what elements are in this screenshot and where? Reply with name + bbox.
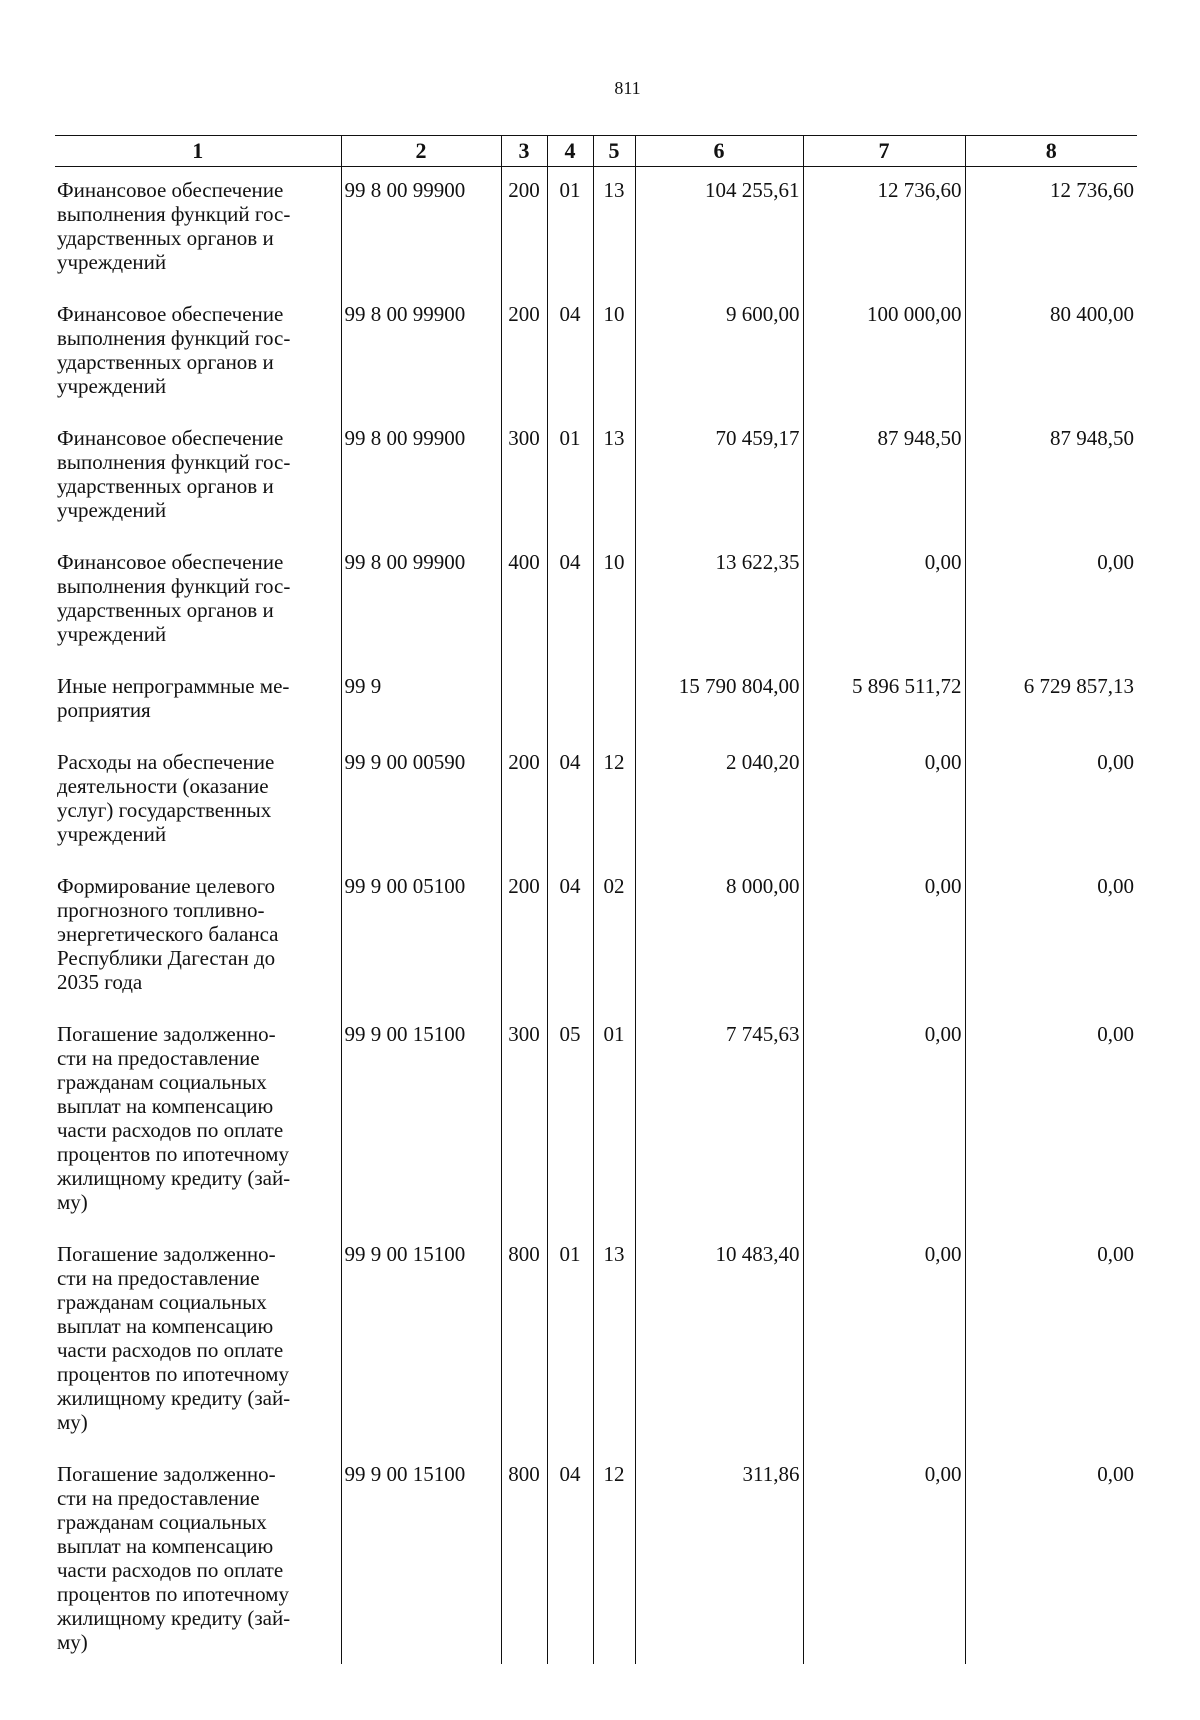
row-name-line: жилищному кредиту (зай- xyxy=(57,1606,291,1630)
row-name-line: учреждений xyxy=(57,498,167,522)
row-col6-amount: 104 255,61 xyxy=(635,167,803,292)
row-col3: 200 xyxy=(501,863,547,1011)
row-name-line: учреждений xyxy=(57,250,167,274)
row-name-line: ударственных органов и xyxy=(57,474,274,498)
row-col4: 04 xyxy=(547,539,593,663)
row-name-line: ударственных органов и xyxy=(57,598,274,622)
row-name-line: выполнения функций гос- xyxy=(57,326,291,350)
row-name-line: деятельности (оказание xyxy=(57,774,269,798)
row-code: 99 8 00 99900 xyxy=(341,291,501,415)
row-col5: 10 xyxy=(593,539,635,663)
row-col6-amount: 8 000,00 xyxy=(635,863,803,1011)
row-col7-amount: 0,00 xyxy=(803,1011,965,1231)
row-name-line: Иные непрограммные ме- xyxy=(57,674,290,698)
table-row xyxy=(55,1451,1137,1664)
column-header: 3 xyxy=(501,136,547,167)
row-col6-amount: 15 790 804,00 xyxy=(635,663,803,739)
table-row xyxy=(55,415,1137,539)
row-col3: 200 xyxy=(501,291,547,415)
row-col4: 04 xyxy=(547,739,593,863)
row-name xyxy=(55,291,341,415)
row-name-line: гражданам социальных xyxy=(57,1290,267,1314)
row-name-line: гражданам социальных xyxy=(57,1510,267,1534)
column-header: 4 xyxy=(547,136,593,167)
row-name-line: Формирование целевого xyxy=(57,874,276,898)
row-code: 99 9 00 15100 xyxy=(341,1011,501,1231)
row-name-line: ударственных органов и xyxy=(57,226,274,250)
row-name-line: Финансовое обеспечение xyxy=(57,178,284,202)
row-col5: 13 xyxy=(593,415,635,539)
row-col8-amount: 0,00 xyxy=(965,1231,1137,1451)
row-col3: 400 xyxy=(501,539,547,663)
row-col6-amount: 9 600,00 xyxy=(635,291,803,415)
row-name-line: выполнения функций гос- xyxy=(57,574,291,598)
row-col7-amount: 100 000,00 xyxy=(803,291,965,415)
row-name-line: гражданам социальных xyxy=(57,1070,267,1094)
row-name xyxy=(55,539,341,663)
row-col4: 01 xyxy=(547,415,593,539)
row-code: 99 9 xyxy=(341,663,501,739)
row-col6-amount: 70 459,17 xyxy=(635,415,803,539)
row-col8-amount: 12 736,60 xyxy=(965,167,1137,292)
row-name xyxy=(55,863,341,1011)
row-name xyxy=(55,1451,341,1664)
row-name xyxy=(55,1011,341,1231)
row-col4: 01 xyxy=(547,167,593,292)
row-code: 99 8 00 99900 xyxy=(341,167,501,292)
row-col3: 300 xyxy=(501,415,547,539)
row-name-line: сти на предоставление xyxy=(57,1046,260,1070)
row-name xyxy=(55,415,341,539)
row-code: 99 9 00 15100 xyxy=(341,1231,501,1451)
row-col8-amount: 80 400,00 xyxy=(965,291,1137,415)
row-col5: 12 xyxy=(593,1451,635,1664)
row-col3: 800 xyxy=(501,1231,547,1451)
row-col7-amount: 0,00 xyxy=(803,739,965,863)
row-col8-amount: 6 729 857,13 xyxy=(965,663,1137,739)
row-col7-amount: 5 896 511,72 xyxy=(803,663,965,739)
row-col6-amount: 7 745,63 xyxy=(635,1011,803,1231)
row-name-line: учреждений xyxy=(57,374,167,398)
row-name xyxy=(55,663,341,739)
budget-table xyxy=(55,135,1137,1664)
row-name-line: части расходов по оплате xyxy=(57,1338,284,1362)
row-name-line: роприятия xyxy=(57,698,151,722)
row-code: 99 9 00 05100 xyxy=(341,863,501,1011)
row-col7-amount: 0,00 xyxy=(803,1451,965,1664)
row-name xyxy=(55,739,341,863)
row-name-line: выплат на компенсацию xyxy=(57,1314,274,1338)
row-name-line: услуг) государственных xyxy=(57,798,272,822)
row-name-line: Расходы на обеспечение xyxy=(57,750,275,774)
row-name-line: выплат на компенсацию xyxy=(57,1534,274,1558)
row-col6-amount: 311,86 xyxy=(635,1451,803,1664)
column-header: 2 xyxy=(341,136,501,167)
row-name xyxy=(55,167,341,292)
row-col3: 200 xyxy=(501,167,547,292)
row-col4: 04 xyxy=(547,1451,593,1664)
row-col4 xyxy=(547,663,593,739)
row-col5 xyxy=(593,663,635,739)
table-row xyxy=(55,1011,1137,1231)
row-col6-amount: 10 483,40 xyxy=(635,1231,803,1451)
column-header: 6 xyxy=(635,136,803,167)
row-col3: 200 xyxy=(501,739,547,863)
row-code: 99 8 00 99900 xyxy=(341,415,501,539)
row-name-line: учреждений xyxy=(57,822,167,846)
row-col4: 01 xyxy=(547,1231,593,1451)
column-header: 1 xyxy=(55,136,341,167)
column-header: 5 xyxy=(593,136,635,167)
row-name-line: Республики Дагестан до xyxy=(57,946,276,970)
row-name-line: Финансовое обеспечение xyxy=(57,302,284,326)
row-name-line: части расходов по оплате xyxy=(57,1558,284,1582)
row-col8-amount: 0,00 xyxy=(965,1451,1137,1664)
row-code: 99 9 00 00590 xyxy=(341,739,501,863)
row-name-line: Погашение задолженно- xyxy=(57,1462,276,1486)
row-col5: 10 xyxy=(593,291,635,415)
row-col7-amount: 12 736,60 xyxy=(803,167,965,292)
row-col7-amount: 0,00 xyxy=(803,539,965,663)
row-name-line: Финансовое обеспечение xyxy=(57,426,284,450)
row-col4: 04 xyxy=(547,863,593,1011)
row-col8-amount: 87 948,50 xyxy=(965,415,1137,539)
table-row xyxy=(55,291,1137,415)
row-name-line: выполнения функций гос- xyxy=(57,450,291,474)
row-col5: 02 xyxy=(593,863,635,1011)
table-row xyxy=(55,167,1137,292)
row-col7-amount: 0,00 xyxy=(803,1231,965,1451)
row-name-line: сти на предоставление xyxy=(57,1486,260,1510)
row-col7-amount: 0,00 xyxy=(803,863,965,1011)
row-name-line: му) xyxy=(57,1410,88,1434)
row-col8-amount: 0,00 xyxy=(965,1011,1137,1231)
row-name-line: жилищному кредиту (зай- xyxy=(57,1166,291,1190)
table-row xyxy=(55,863,1137,1011)
table-row xyxy=(55,539,1137,663)
row-col5: 01 xyxy=(593,1011,635,1231)
row-col8-amount: 0,00 xyxy=(965,863,1137,1011)
row-name-line: жилищному кредиту (зай- xyxy=(57,1386,291,1410)
row-col4: 04 xyxy=(547,291,593,415)
row-col8-amount: 0,00 xyxy=(965,539,1137,663)
row-col6-amount: 13 622,35 xyxy=(635,539,803,663)
row-name-line: Погашение задолженно- xyxy=(57,1242,276,1266)
row-name-line: Погашение задолженно- xyxy=(57,1022,276,1046)
row-name-line: Финансовое обеспечение xyxy=(57,550,284,574)
column-header: 8 xyxy=(965,136,1137,167)
row-name-line: ударственных органов и xyxy=(57,350,274,374)
row-code: 99 8 00 99900 xyxy=(341,539,501,663)
row-col5: 13 xyxy=(593,167,635,292)
row-name-line: му) xyxy=(57,1630,88,1654)
row-name-line: му) xyxy=(57,1190,88,1214)
row-name-line: 2035 года xyxy=(57,970,143,994)
row-col3 xyxy=(501,663,547,739)
row-name-line: процентов по ипотечному xyxy=(57,1362,289,1386)
row-name-line: выплат на компенсацию xyxy=(57,1094,274,1118)
row-col7-amount: 87 948,50 xyxy=(803,415,965,539)
row-name-line: выполнения функций гос- xyxy=(57,202,291,226)
table-row xyxy=(55,739,1137,863)
row-name-line: процентов по ипотечному xyxy=(57,1142,289,1166)
row-name-line: части расходов по оплате xyxy=(57,1118,284,1142)
row-name xyxy=(55,1231,341,1451)
row-code: 99 9 00 15100 xyxy=(341,1451,501,1664)
page-number: 811 xyxy=(614,78,641,98)
row-name-line: учреждений xyxy=(57,622,167,646)
row-name-line: прогнозного топливно- xyxy=(57,898,265,922)
row-col3: 300 xyxy=(501,1011,547,1231)
column-header: 7 xyxy=(803,136,965,167)
row-col4: 05 xyxy=(547,1011,593,1231)
row-name-line: энергетического баланса xyxy=(57,922,279,946)
row-name-line: процентов по ипотечному xyxy=(57,1582,289,1606)
table-row xyxy=(55,663,1137,739)
row-name-line: сти на предоставление xyxy=(57,1266,260,1290)
row-col6-amount: 2 040,20 xyxy=(635,739,803,863)
table-row xyxy=(55,1231,1137,1451)
table-header-row xyxy=(55,136,1137,167)
row-col8-amount: 0,00 xyxy=(965,739,1137,863)
row-col3: 800 xyxy=(501,1451,547,1664)
row-col5: 12 xyxy=(593,739,635,863)
row-col5: 13 xyxy=(593,1231,635,1451)
